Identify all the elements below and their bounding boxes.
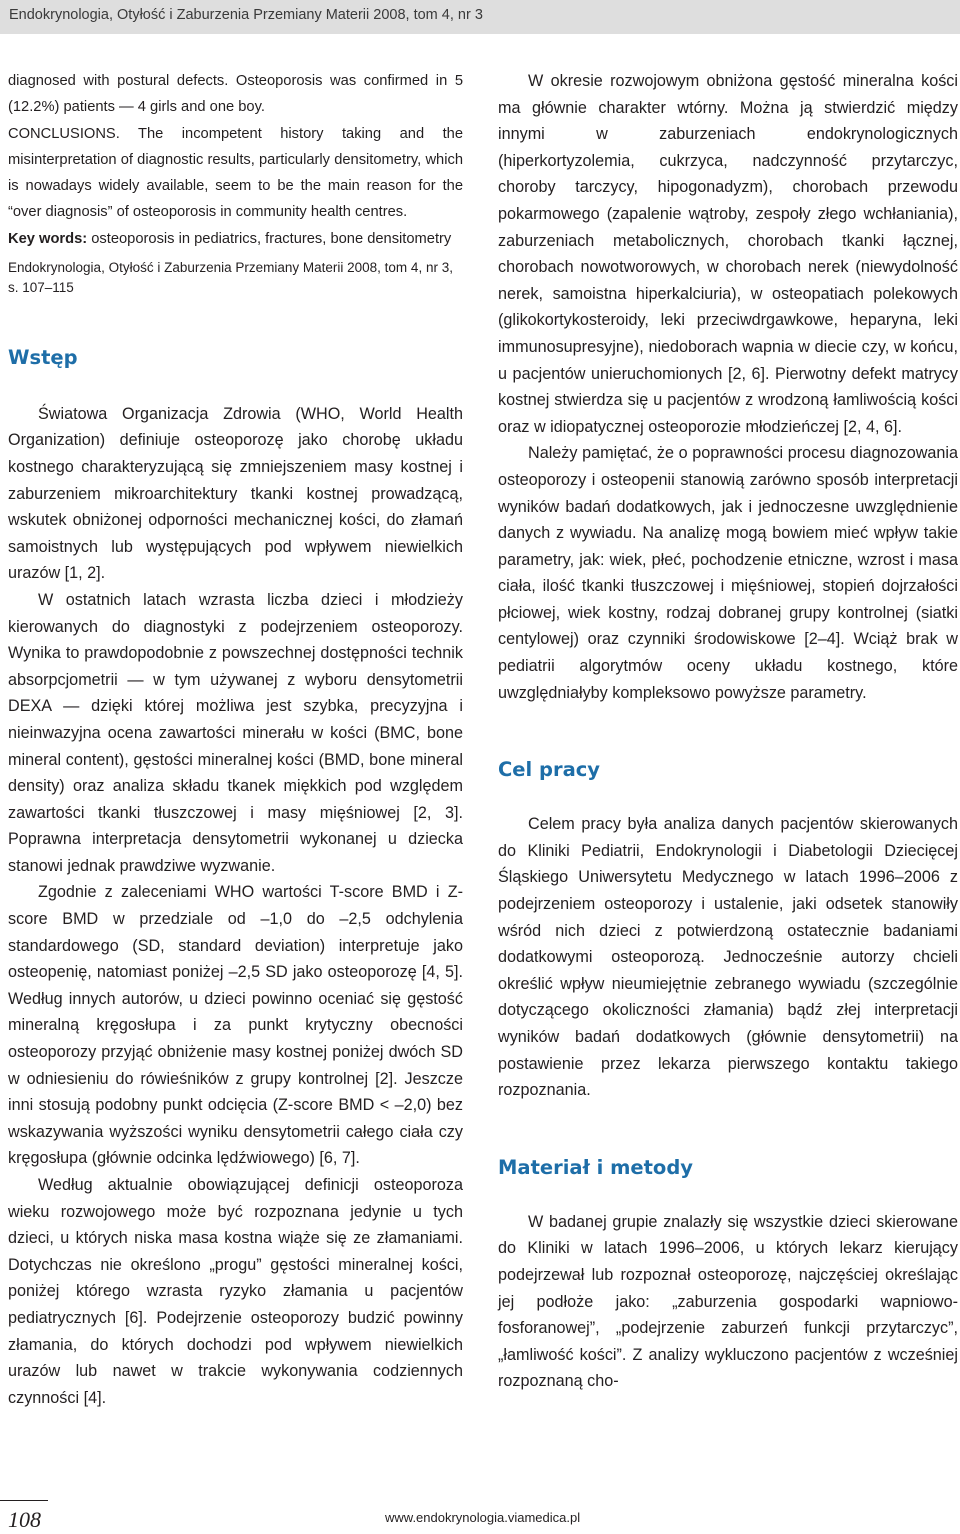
wstep-paragraph-6: Należy pamiętać, że o poprawności procesu diagnozowania osteoporozy i osteopenii stanowią zarówno sposób interpretacji wyników badań dodatkowych, jak i jednoczesne uwzględnienie danych z wywiadu. Na analizę mogą bowiem mieć wpływ takie parametry, jak: wiek, płeć, pochodzenie etniczne, wzrost i masa ciała, ilość tkanki tłuszczowej i mięśniowej, stopień dojrzałości płciowej, wiek kostny, rodzaj dobranej grupy kontrolnej (siatki centylowej) oraz czynniki środowiskowe [2–4]. Wciąż brak w pediatrii algorytmów oceny układu kostnego, które uwzględniałyby kompleksowo powyższe parametry. [498,444,958,702]
wstep-paragraph-5: W okresie rozwojowym obniżona gęstość mineralna kości ma głównie charakter wtórny. Można ją stwierdzić między innymi w zaburzeniach endokrynologicznych (hiperkortyzolemia, cukrzyca, nadczynność przytarczyc, choroby tarczycy, hipogonadyzm), chorobach przewodu pokarmowego (zapalenie wątroby, zespoły złego wchłaniania), zaburzeniach metabolicznych, chorobach tkanki łącznej, chorobach nowotworowych, w chorobach nerek (niewydolność nerek, samoistna hiperkalciuria), w osteopatiach polekowych (glikokortykosteroidy, leki przeciwdrgawkowe, heparyna, leki immunosupresyjne), niedoborach wapnia w diecie czy, w końcu, u pacjentów unieruchomionych [2, 6]. Pierwotny defekt matrycy kostnej stwierdza się u pacjentów z wrodzoną łamliwością kości oraz w idiopatycznej osteoporozie młodzieńczej [2, 4, 6]. [498,72,958,436]
cel-paragraph: Celem pracy była analiza danych pacjentów skierowanych do Kliniki Pediatrii, Endokrynologii i Diabetologii Dziecięcej Śląskiego Uniwersytetu Medycznego w latach 1996–2006 z podejrzeniem osteoporozy i ustalenie, jaki odsetek stanowiły wśród nich dzieci z potwierdzoną ostatecznie badaniami dodatkowymi osteoporozą. Jednocześnie autorzy chcieli określić wpływ nieumiejętnie zebranego wywiadu (szczególnie dotyczącego okoliczności złamania) bądź złej interpretacji wyników badań dodatkowych (głównie densytometrii) na postawienie przez lekarza pierwszego kontaktu takiego rozpoznania. [498,815,958,1100]
page-number: 108 [8,1507,41,1532]
wstep-paragraph-4: Według aktualnie obowiązującej definicji osteoporoza wieku rozwojowego może być rozpoznana jedynie u tych dzieci, u których niska masa kostna wiąże się ze złamaniami. Dotychczas nie określono „progu” gęstości mineralnej kości, poniżej którego wzrasta ryzyko złamania u pacjentów pediatrycznych [6]. Podejrzenie osteoporozy budzić powinny złamania, do których dochodzi pod wpływem niewielkich urazów lub nawet w trakcie wykonywania codziennych czynności [4]. [8,1176,463,1407]
right-column [498,68,958,1395]
section-heading-wstep: Wstęp [8,345,78,369]
abstract-continuation: diagnosed with postural defects. Osteoporosis was confirmed in 5 (12.2%) patients — 4 girls and one boy. [8,73,463,116]
journal-citation: Endokrynologia, Otyłość i Zaburzenia Przemiany Materii 2008, tom 4, nr 3, s. 107–115 [8,259,453,295]
left-column [8,68,463,1411]
keywords-text: osteoporosis in pediatrics, fractures, bone densitometry [87,230,452,247]
journal-url: www.endokrynologia.viamedica.pl [385,1510,581,1525]
section-heading-material-i-metody: Materiał i metody [498,1155,693,1179]
running-header: Endokrynologia, Otyłość i Zaburzenia Przemiany Materii 2008, tom 4, nr 3 [0,0,960,34]
wstep-paragraph-1: Światowa Organizacja Zdrowia (WHO, World Health Organization) definiuje osteoporozę jako chorobę układu kostnego charakteryzującą się zmniejszeniem masy kostnej i zaburzeniem mikroarchitektury tkanki kostnej prowadzącą, wskutek obniżonej odporności mechanicznej kości, do złamań samoistnych lub występujących pod wpływem niewielkich urazów [1, 2]. [8,404,463,583]
footer-rule [0,1500,48,1501]
keywords [8,226,463,252]
wstep-paragraph-2: W ostatnich latach wzrasta liczba dzieci i młodzieży kierowanych do diagnostyki z podejrzeniem osteoporozy. Wynika to prawdopodobnie z powszechnej dostępności technik absorpcjometrii — w tym używanej z wyboru densytometrii DEXA — dzięki której możliwa jest szybka, precyzyjna i nieinwazyjna ocena zawartości minerału w kości (BMC, bone mineral content), gęstości mineralnej kości (BMD, bone mineral density) oraz analiza składu tkanek miękkich pod względem zawartości tkanki tłuszczowej i masy mięśniowej [2, 3]. Poprawna interpretacja densytometrii wykonanej u dziecka stanowi jednak prawdziwe wyzwanie. [8,590,463,875]
keywords-label: Key words: [8,230,88,247]
wstep-paragraph-3: Zgodnie z zaleceniami WHO wartości T-score BMD i Z-score BMD w przedziale od –1,0 do –2,5 odchylenia standardowego (SD, standard deviation) interpretuje jako osteopenię, natomiast poniżej –2,5 SD jako osteoporozę [4, 5]. Według innych autorów, u dzieci powinno oceniać się gęstość mineralną kręgosłupa i za punkt krytyczny obecności osteoporozy przyjąć obniżenie masy kostnej poniżej dwóch SD w odniesieniu do rówieśników z grupy kontrolnej [2]. Jeszcze inni stosują podobny punkt odcięcia (Z-score BMD < –2,0) bez wskazywania wyższości wyniku densytometrii całego ciała czy kręgosłupa (głównie odcinka lędźwiowego) [6, 7]. [8,883,463,1168]
materials-paragraph: W badanej grupie znalazły się wszystkie dzieci skierowane do Kliniki w latach 1996–2006, u których lekarz kierujący podejrzewał lub rozpoznał osteoporozę, najczęściej określając jej podłoże jako: „zaburzenia gospodarki wapniowo-fosforanowej”, „podejrzenie zaburzeń funkcji przytarczyc”, „łamliwość kości”. Z analizy wykluczono pacjentów z wcześniej rozpoznaną cho- [498,1212,958,1391]
section-heading-cel-pracy: Cel pracy [498,758,601,782]
abstract-conclusions: CONCLUSIONS. The incompetent history taking and the misinterpretation of diagnostic results, particularly densitometry, which is nowadays widely available, seem to be the main reason for the “over diagnosis” of osteoporosis in community health centres. [8,125,463,221]
